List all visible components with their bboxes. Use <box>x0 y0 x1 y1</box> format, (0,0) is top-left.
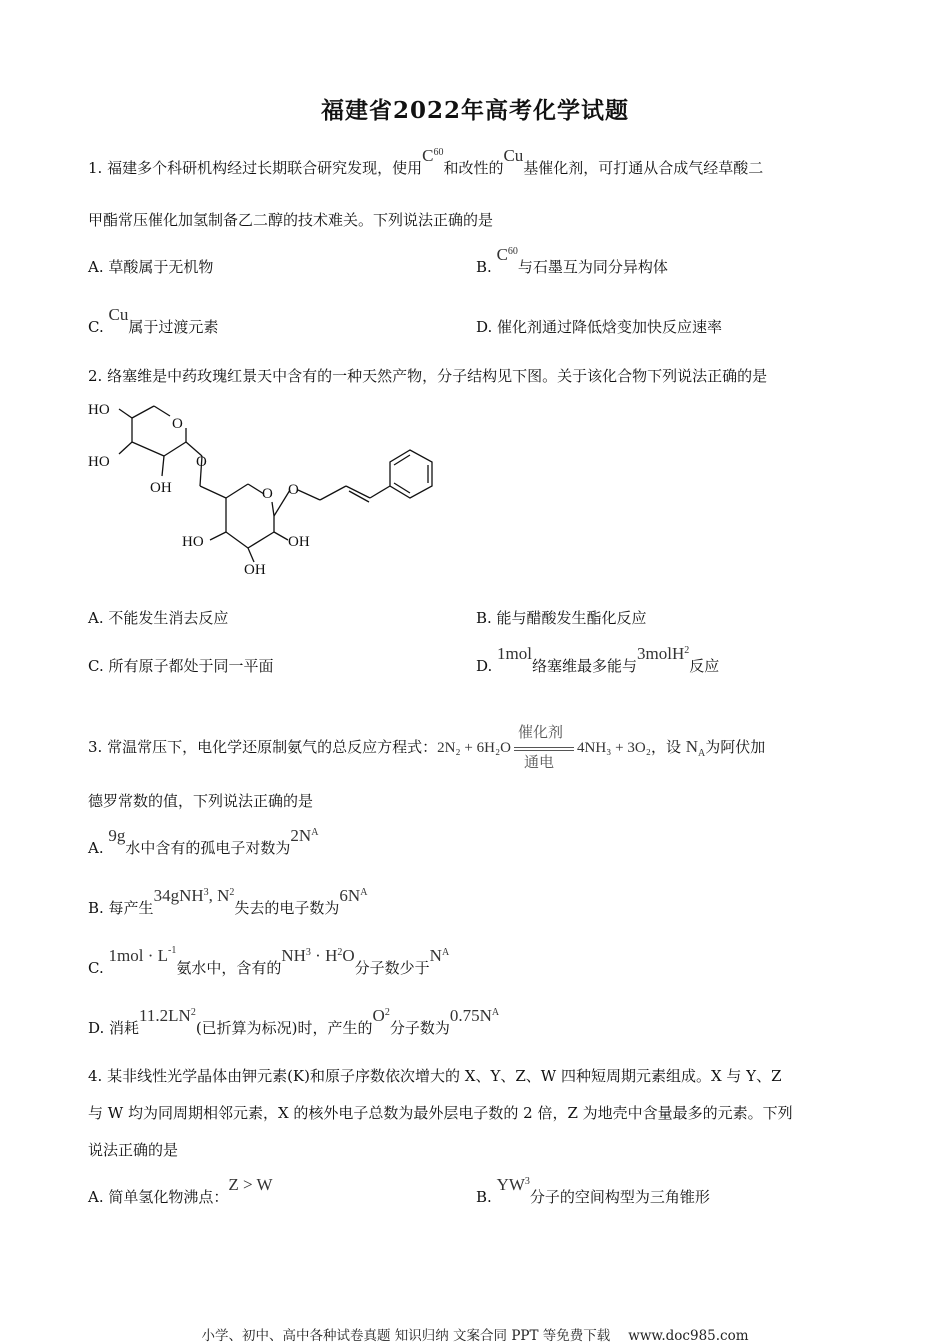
footer-text: 小学、初中、高中各种试卷真题 知识归纳 文案合同 PPT 等免费下载 <box>201 1328 611 1344</box>
mol-ring-o-1: O <box>172 416 183 432</box>
q1-option-b: B. $C^{60}$与石墨互为同分异构体 <box>476 245 668 276</box>
q1-stem-line2: 甲酯常压催化加氢制备乙二醇的技术难关。下列说法正确的是 <box>88 211 494 229</box>
mol-ho-2: HO <box>88 454 110 470</box>
q3-reaction-condition: 催化剂 通电 <box>514 728 574 768</box>
q1-option-a: A. 草酸属于无机物 <box>88 258 214 276</box>
q4-stem-line3: 说法正确的是 <box>88 1141 179 1159</box>
q3-equation-rhs: 4NH₃ + 3O₂ <box>577 740 651 756</box>
footer-url[interactable]: www.doc985.com <box>628 1328 749 1344</box>
q1-stem-line1: 1. 福建多个科研机构经过长期联合研究发现，使用$C^{60}$和改性的Cu基催化剂，可打通从合成气经草酸二 <box>88 146 764 177</box>
mol-oh-1: OH <box>150 480 172 496</box>
q3-stem-line2: 德罗常数的值，下列说法正确的是 <box>88 792 314 810</box>
q2-option-c: C. 所有原子都处于同一平面 <box>88 657 274 675</box>
q4-option-a: A. 简单氢化物沸点：Z > W <box>88 1175 273 1206</box>
q3-equation-lhs: 2N₂ + 6H₂O <box>437 740 512 756</box>
q3-option-b: B. 每产生34gNH$^3$, $N^2$失去的电子数为$6N^A$ <box>88 886 368 917</box>
q3-stem-line1: 3. 常温常压下，电化学还原制氨气的总反应方程式：2N₂ + 6H₂O 催化剂 通电 4NH₃ + 3O₂，设 $N_A$为阿伏加 <box>88 723 766 771</box>
q3-option-d: D. 消耗$11.2LN^2$(已折算为标况)时，产生的$O^2$分子数为$0.75N^A$ <box>88 1006 500 1037</box>
page-title: 福建省2022年高考化学试题 <box>320 97 629 124</box>
mol-ether-o: O <box>288 482 299 498</box>
q3-option-c: C. $1mol \cdot L^{-1}$氨水中，含有的$NH^3 \cdot H^2O$分子数少于$N^A$ <box>88 945 450 977</box>
mol-ho-1: HO <box>88 402 110 418</box>
mol-ring-o-2: O <box>262 486 273 502</box>
page-footer <box>0 1324 950 1344</box>
q1-option-d: D. 催化剂通过降低焓变加快反应速率 <box>476 318 723 336</box>
q2-option-d: D. 1mol络塞维最多能与3molH$^2$反应 <box>476 644 720 675</box>
mol-oh-2: OH <box>288 534 310 550</box>
q4-stem-line2: 与 W 均为同周期相邻元素，X 的核外电子总数为最外层电子数的 2 倍，Z 为地壳中含量最多的元素。下列 <box>88 1104 793 1122</box>
q4-stem-line1: 4. 某非线性光学晶体由钾元素(K)和原子序数依次增大的 X、Y、Z、W 四种短周期元素组成。X 与 Y、Z <box>88 1067 782 1085</box>
q1-option-c: C. Cu属于过渡元素 <box>88 305 219 336</box>
mol-link-o: O <box>196 454 207 470</box>
q4-option-b: B. $YW^3$分子的空间构型为三角锥形 <box>476 1175 710 1206</box>
q2-option-b: B. 能与醋酸发生酯化反应 <box>476 609 647 627</box>
q3-option-a: A. 9g水中含有的孤电子对数为$2N^A$ <box>88 826 319 857</box>
mol-ho-3: HO <box>182 534 204 550</box>
mol-oh-3: OH <box>244 562 266 578</box>
q2-stem: 2. 络塞维是中药玫瑰红景天中含有的一种天然产物，分子结构见下图。关于该化合物下列说法正确的是 <box>88 367 768 385</box>
molecule-structure-diagram <box>84 394 454 584</box>
q2-option-a: A. 不能发生消去反应 <box>88 609 229 627</box>
